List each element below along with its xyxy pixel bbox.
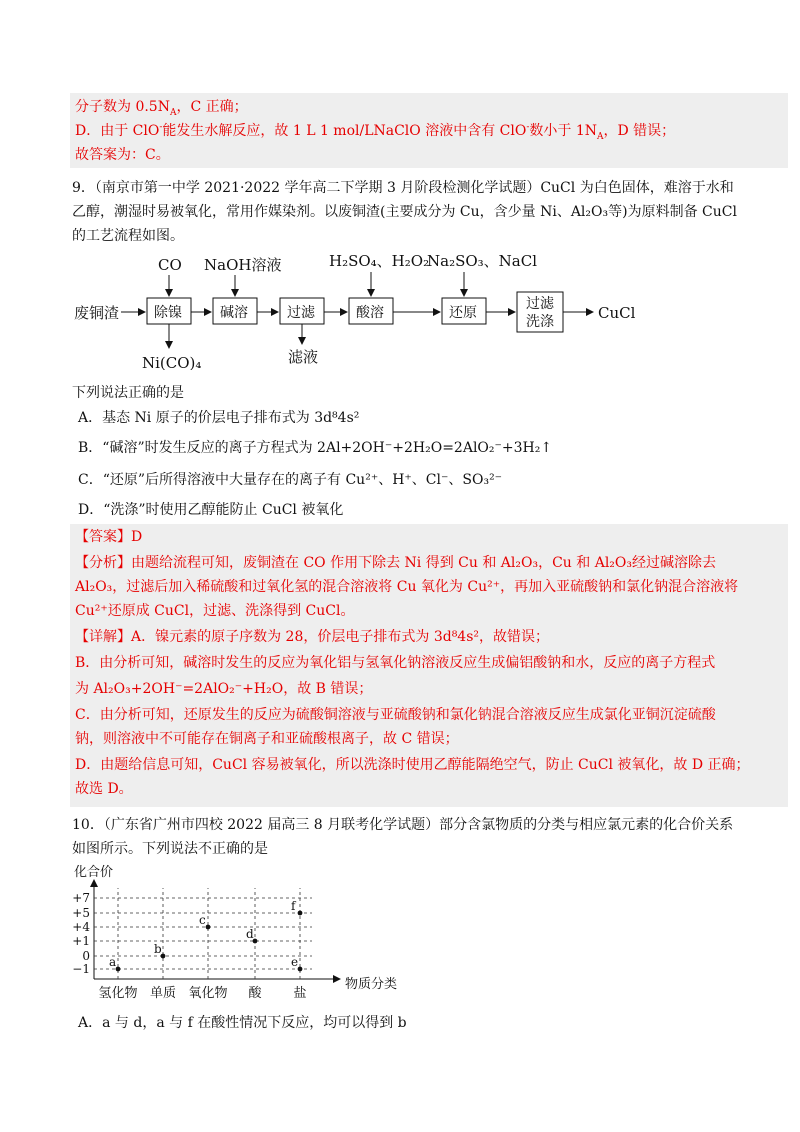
point-e (298, 967, 303, 972)
top-answer-line-1: 分子数为 $0.5N_A$，C 正确； (75, 99, 248, 118)
q10-line-2: 如图所示。下列说法不正确的是 (72, 841, 268, 857)
flow-box-text-3: 酸溶 (356, 305, 384, 321)
x-tick-label: 酸 (248, 986, 262, 1001)
x-tick-label: 氢化物 (98, 986, 138, 1001)
q9-option-c: C．“还原”后所得溶液中大量存在的离子有 Cu²⁺、H⁺、Cl⁻、SO₃²⁻ (78, 472, 503, 488)
q9-answer-line-1: 【答案】D (75, 529, 143, 545)
y-tick-label: 0 (82, 949, 90, 963)
point-a (116, 967, 121, 972)
point-label-e: e (291, 955, 299, 969)
flow-end-label: CuCl (598, 304, 636, 322)
flow-input-h2so4: H₂SO₄、H₂O₂ (329, 252, 430, 270)
flow-input-co: CO (158, 256, 182, 274)
q9-answer-line-2: 【分析】由题给流程可知，废铜渣在 CO 作用下除去 Ni 得到 Cu 和 Al₂O₃，Cu 和 Al₂O₃经过碱溶除去 (75, 555, 717, 571)
point-label-d: d (246, 927, 254, 941)
flow-box-text-1: 碱溶 (220, 305, 248, 321)
q9-option-b: B．“碱溶”时发生反应的离子方程式为 2Al+2OH⁻+2H₂O=2AlO₂⁻+3H₂↑ (78, 440, 553, 456)
x-axis-label: 物质分类 (345, 977, 398, 992)
q10-line-1: 10．（广东省广州市四校 2022 届高三 8 月联考化学试题）部分含氯物质的分类与相应氯元素的化合价关系 (72, 817, 734, 833)
q9-answer-line-11: 故选 D。 (75, 781, 133, 797)
q9-answer-line-4: Cu²⁺还原成 CuCl，过滤、洗涤得到 CuCl。 (75, 603, 355, 619)
flow-output-filtrate: 滤液 (288, 348, 319, 366)
flow-box-text-2: 过滤 (287, 305, 315, 321)
y-tick-label: +4 (72, 920, 90, 934)
y-tick-label: +1 (72, 934, 90, 948)
point-label-b: b (154, 942, 162, 956)
top-answer-line-2: D．由于 ClO-能发生水解反应，故 1 L 1 mol/LNaClO 溶液中含有 ClO-数小于 $1N_A$，D 错误； (75, 122, 676, 142)
point-f (298, 911, 303, 916)
point-label-f: f (291, 899, 296, 913)
x-tick-label: 氧化物 (188, 986, 228, 1001)
flow-box-text-0: 除镍 (154, 305, 182, 321)
q9-option-a: A．基态 Ni 原子的价层电子排布式为 3d⁸4s² (78, 410, 360, 426)
flow-box-text-4: 还原 (449, 305, 477, 321)
x-tick-label: 单质 (149, 986, 177, 1001)
q9-answer-line-9: 钠，则溶液中不可能存在铜离子和亚硫酸根离子，故 C 错误； (75, 731, 459, 747)
q9-answer-line-10: D．由题给信息可知，CuCl 容易被氧化，所以洗涤时使用乙醇能隔绝空气，防止 CuCl 被氧化，故 D 正确； (75, 757, 750, 773)
flow-start-label: 废铜渣 (74, 304, 120, 322)
flow-output-nico: Ni(CO)₄ (142, 354, 202, 370)
q9-answer-line-3: Al₂O₃，过滤后加入稀硫酸和过氧化氢的混合溶液将 Cu 氧化为 Cu²⁺，再加入亚硫酸钠和氯化钠混合溶液将 (75, 579, 739, 595)
point-c (206, 925, 211, 930)
y-tick-label: +7 (72, 891, 90, 905)
q9-stem: 下列说法正确的是 (72, 385, 184, 401)
flow-input-naoh: NaOH溶液 (204, 256, 282, 274)
y-tick-label: +5 (72, 906, 90, 920)
top-answer-line-3: 故答案为：C。 (75, 147, 170, 163)
y-axis-label: 化合价 (74, 865, 114, 880)
q9-line-3: 的工艺流程如图。 (72, 228, 184, 244)
point-label-c: c (199, 913, 206, 927)
q10-option-a: A．a 与 d，a 与 f 在酸性情况下反应，均可以得到 b (78, 1015, 407, 1031)
q9-line-2: 乙醇，潮湿时易被氧化，常用作媒染剂。以废铜渣(主要成分为 Cu，含少量 Ni、Al₂O₃等)为原料制备 CuCl (72, 204, 737, 220)
x-tick-label: 盐 (293, 986, 307, 1001)
q9-answer-line-5: 【详解】A．镍元素的原子序数为 28，价层电子排布式为 3d⁸4s²，故错误； (75, 629, 550, 645)
y-tick-label: −1 (72, 962, 90, 976)
q9-option-d: D．“洗涤”时使用乙醇能防止 CuCl 被氧化 (78, 502, 344, 518)
q9-answer-line-7: 为 Al₂O₃+2OH⁻=2AlO₂⁻+H₂O，故 B 错误； (75, 681, 373, 697)
flow-box-text-5: 过滤 (526, 296, 554, 312)
q9-answer-line-8: C．由分析可知，还原发生的反应为硫酸铜溶液与亚硫酸钠和氯化钠混合溶液反应生成氯化亚铜沉淀硫酸 (75, 707, 716, 723)
q9-line-1: 9．（南京市第一中学 2021·2022 学年高二下学期 3 月阶段检测化学试题）CuCl 为白色固体，难溶于水和 (72, 180, 734, 196)
flow-box-text-6: 洗涤 (526, 314, 554, 330)
point-label-a: a (109, 955, 117, 969)
flow-input-na2so3: Na₂SO₃、NaCl (427, 252, 538, 270)
q9-answer-line-6: B．由分析可知，碱溶时发生的反应为氧化铝与氢氧化钠溶液反应生成偏铝酸钠和水，反应的离子方程式 (75, 655, 716, 671)
